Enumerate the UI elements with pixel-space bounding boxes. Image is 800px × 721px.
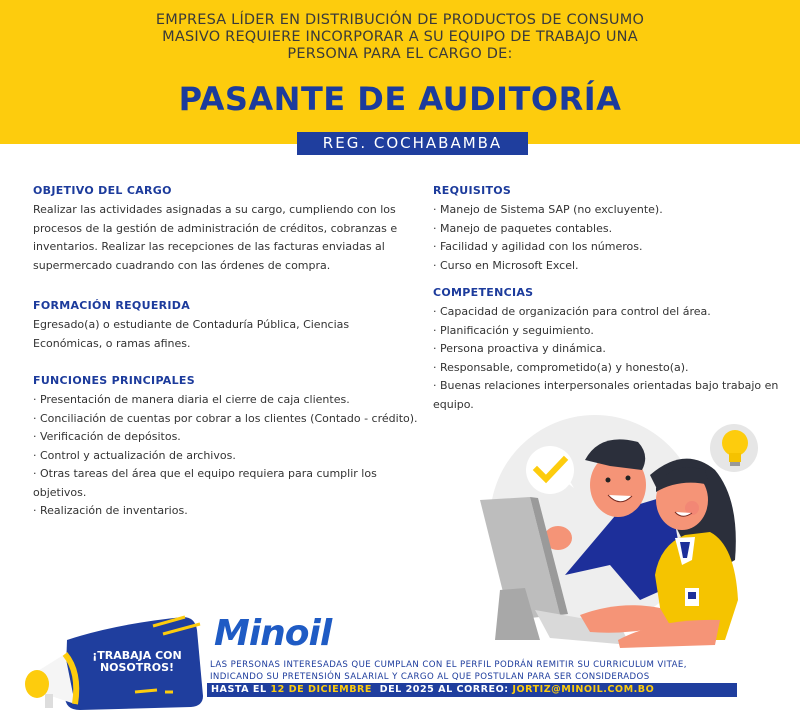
list-item: · Otras tareas del área que el equipo requiera para cumplir los objetivos. [33,467,377,499]
section-text: Realizar las actividades asignadas a su cargo, cumpliendo con los procesos de la gestión de administración de créditos, cobranzas e inventarios. Realizar las recepciones de las facturas enviadas al supermercado cuadrando con las órdenes de compra. [33,203,398,272]
megaphone-icon [25,654,76,708]
notice-line: INDICANDO SU PRETENSIÓN SALARIAL Y CARGO AL QUE POSTULAN PARA SER CONSIDERADOS [210,671,650,682]
section-heading: COMPETENCIAS [433,286,534,299]
section-formacion [33,299,418,353]
list-item: · Responsable, comprometido(a) y honesto(a). [433,360,689,374]
list-item: · Manejo de Sistema SAP (no excluyente). [433,203,663,216]
megaphone-text-line1: ¡TRABAJA CON [92,649,182,662]
requisitos-list [433,201,783,275]
list-item: · Planificación y seguimiento. [433,323,594,337]
list-item: · Conciliación de cuentas por cobrar a los clientes (Contado - crédito). [33,411,418,425]
list-item: · Manejo de paquetes contables. [433,221,613,235]
competencias-list [433,303,783,414]
list-item: · Buenas relaciones interpersonales orientadas bajo trabajo en equipo. [433,379,779,411]
check-bubble-icon [526,446,574,494]
list-item: · Verificación de depósitos. [33,430,181,443]
intro-line: PERSONA PARA EL CARGO DE: [287,46,513,62]
deadline-prefix: HASTA EL [211,684,271,695]
list-item: · Realización de inventarios. [33,504,188,517]
notice-line: LAS PERSONAS INTERESADAS QUE CUMPLAN CON EL PERFIL PODRÁN REMITIR SU CURRICULUM VITAE, [210,660,687,670]
list-item: · Facilidad y agilidad con los números. [433,240,643,253]
deadline-date: 12 DE DICIEMBRE [270,684,372,695]
region-badge: REG. COCHABAMBA [297,132,528,155]
deadline-mid: DEL 2025 AL CORREO: [371,684,513,695]
job-title: PASANTE DE AUDITORÍA [178,80,622,118]
brand-logo: Minoil [214,613,332,654]
section-heading: OBJETIVO DEL CARGO [33,184,172,197]
people-at-computer-illustration [470,400,800,650]
list-item: · Control y actualización de archivos. [33,448,236,462]
lightbulb-icon [710,424,758,472]
section-heading: FUNCIONES PRINCIPALES [33,374,195,387]
application-notice [210,660,770,683]
section-heading: REQUISITOS [433,184,512,197]
deadline-bar [207,683,737,697]
section-heading: FORMACIÓN REQUERIDA [33,299,191,312]
list-item: · Capacidad de organización para control del área. [433,305,711,318]
section-requisitos [433,184,783,275]
intro-text [0,12,800,63]
list-item: · Persona proactiva y dinámica. [433,342,606,355]
intro-line: MASIVO REQUIERE INCORPORAR A SU EQUIPO DE TRABAJO UNA [162,29,638,45]
list-item: · Curso en Microsoft Excel. [433,258,579,272]
megaphone-text-line2: NOSOTROS! [99,661,175,674]
intro-line: EMPRESA LÍDER EN DISTRIBUCIÓN DE PRODUCTOS DE CONSUMO [155,12,645,28]
section-competencias [433,286,783,414]
contact-email: JORTIZ@MINOIL.COM.BO [512,684,655,695]
section-objetivo [33,184,418,275]
section-text: Egresado(a) o estudiante de Contaduría Pública, Ciencias Económicas, o ramas afines. [33,318,350,350]
section-funciones [33,374,418,521]
megaphone-badge [25,612,215,712]
list-item: · Presentación de manera diaria el cierre de caja clientes. [33,393,350,406]
funciones-list [33,391,418,521]
